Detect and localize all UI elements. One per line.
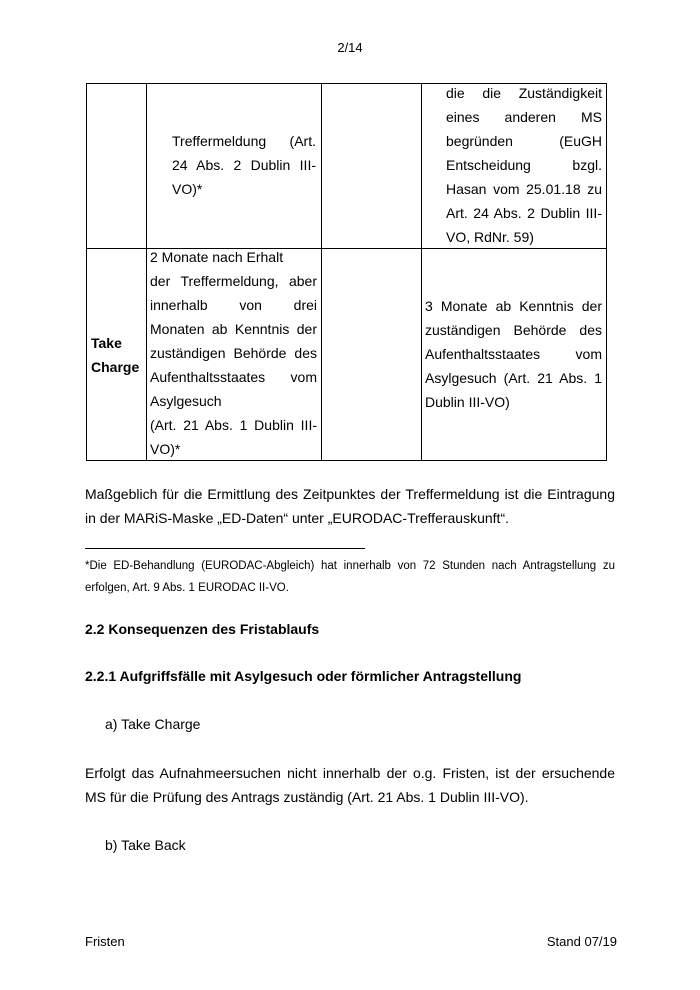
table-cell-r2-c2-text (150, 245, 317, 461)
cell-line: (Art. 21 Abs. 1 Dublin III- (150, 417, 317, 433)
cell-line: 2 Monate nach Erhalt (150, 249, 284, 265)
heading-2-2-1: 2.2.1 Aufgriffsfälle mit Asylgesuch oder förmlicher Antragstellung (85, 668, 522, 684)
cell-line: Hasan vom 25.01.18 zu (446, 181, 602, 197)
heading-2-2: 2.2 Konsequenzen des Fristablaufs (85, 621, 320, 637)
cell-line: Aufenthaltsstaates vom (425, 346, 602, 362)
cell-line: eines anderen MS (446, 109, 602, 125)
cell-line: die die Zuständigkeit (446, 85, 602, 101)
table-cell-r1-c2-text (172, 129, 316, 201)
footer-title: Fristen (85, 934, 125, 949)
cell-line: Asylgesuch (150, 393, 222, 409)
cell-line: 3 Monate ab Kenntnis der (425, 298, 602, 314)
paragraph-line: MS für die Prüfung des Antrags zuständig (Art. 21 Abs. 1 Dublin III-VO). (85, 789, 529, 805)
cell-line: Monaten ab Kenntnis der (150, 321, 317, 337)
cell-line: Asylgesuch (Art. 21 Abs. 1 (425, 370, 602, 386)
footer-version: Stand 07/19 (546, 934, 617, 949)
table-cell-r1-c1 (86, 83, 147, 249)
footnote (85, 555, 615, 599)
cell-line: Take (91, 335, 122, 351)
table-cell-r2-c4 (421, 248, 607, 461)
cell-line: Aufenthaltsstaates vom (150, 369, 317, 385)
table-cell-r1-c4-text (446, 81, 602, 249)
cell-line: innerhalb von drei (150, 297, 317, 313)
list-item-take-back: b) Take Back (105, 837, 186, 853)
table-cell-r2-c2 (146, 248, 322, 461)
paragraph-line: Erfolgt das Aufnahmeersuchen nicht innerhalb der o.g. Fristen, ist der ersuchende (85, 765, 615, 781)
cell-line: zuständigen Behörde des (425, 322, 602, 338)
table-cell-r2-c1 (86, 248, 147, 461)
cell-line: Art. 24 Abs. 2 Dublin III- (446, 205, 602, 221)
table-cell-r1-c3 (321, 83, 422, 249)
paragraph-line: Maßgeblich für die Ermittlung des Zeitpunktes der Treffermeldung ist die Eintragung (85, 486, 615, 502)
table-cell-r1-c2 (146, 83, 322, 249)
cell-line: 24 Abs. 2 Dublin III- (172, 157, 316, 173)
cell-line: VO)* (172, 181, 203, 197)
cell-line: Entscheidung bzgl. (446, 157, 602, 173)
table-cell-r2-c3 (321, 248, 422, 461)
cell-line: der Treffermeldung, aber (150, 273, 317, 289)
paragraph-treffermeldung (85, 482, 615, 530)
cell-line: begründen (EuGH (446, 133, 602, 149)
table-cell-r2-c4-text (425, 294, 602, 414)
cell-line: Treffermeldung (Art. (172, 133, 316, 149)
table-cell-r1-c4 (421, 83, 607, 249)
paragraph-line: in der MARiS-Maske „ED-Daten“ unter „EURODAC-Trefferauskunft“. (85, 510, 509, 526)
cell-line: VO, RdNr. 59) (446, 229, 534, 245)
cell-line: Dublin III-VO) (425, 394, 510, 410)
paragraph-aufnahmeersuchen (85, 761, 615, 809)
cell-line: zuständigen Behörde des (150, 345, 317, 361)
list-item-take-charge: a) Take Charge (105, 716, 201, 732)
page-number: 2/14 (337, 40, 363, 55)
footnote-line: erfolgen, Art. 9 Abs. 1 EURODAC II-VO. (85, 582, 289, 594)
take-charge-label (91, 331, 143, 379)
footnote-line: *Die ED-Behandlung (EURODAC-Abgleich) hat innerhalb von 72 Stunden nach Antragstellung zu (85, 560, 615, 572)
cell-line: Charge (91, 359, 140, 375)
cell-line: VO)* (150, 441, 181, 457)
footnote-separator (85, 548, 365, 549)
